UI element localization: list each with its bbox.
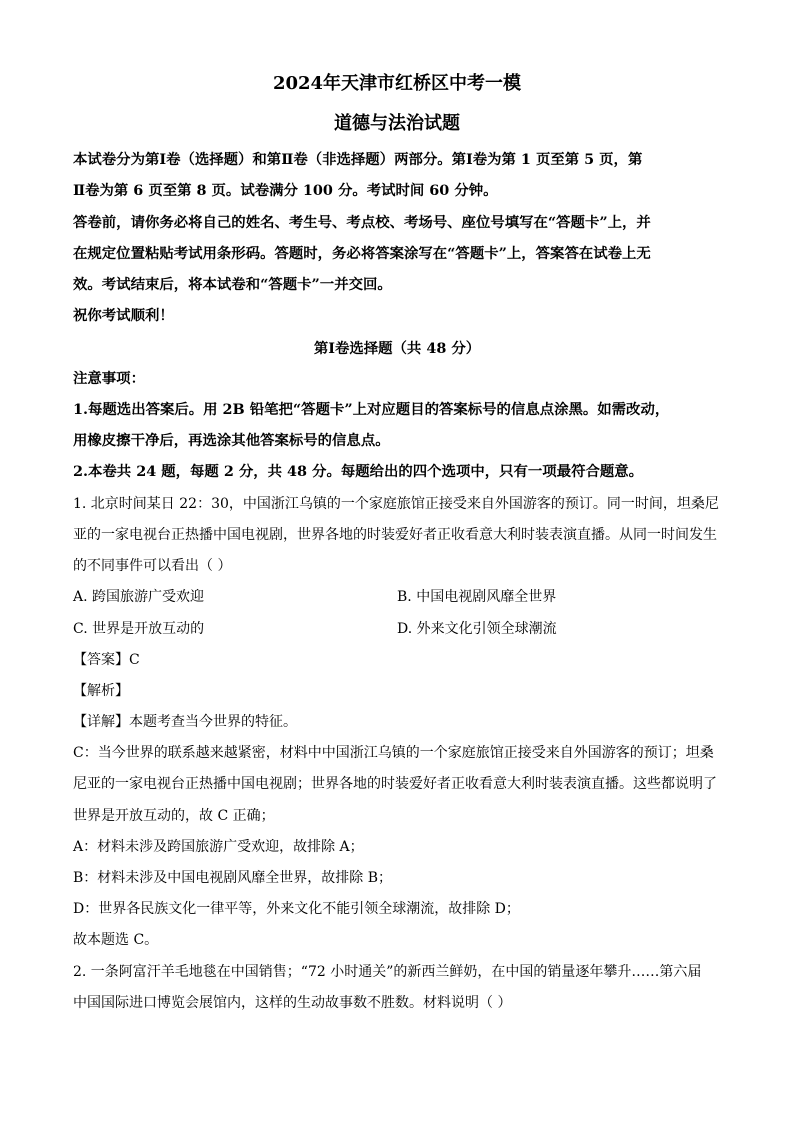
q1-detail-line: 世界是开放互动的，故 C 正确； — [73, 808, 275, 824]
q1-detail-line: A：材料未涉及跨国旅游广受欢迎，故排除 A； — [73, 839, 364, 855]
q2-stem-line: 2. 一条阿富汗羊毛地毯在中国销售；“72 小时通关”的新西兰鲜奶，在中国的销量逐年攀升……第六届 — [73, 964, 702, 980]
intro-line: 在规定位置粘贴考试用条形码。答题时，务必将答案涂写在“答题卡”上，答案答在试卷上无 — [73, 245, 651, 262]
note-line: 1.每题选出答案后。用 2B 铅笔把“答题卡”上对应题目的答案标号的信息点涂黑。如需改动， — [73, 401, 670, 418]
document-title: 2024年天津市红桥区中考一模 — [272, 73, 522, 94]
intro-line: 本试卷分为第Ⅰ卷（选择题）和第Ⅱ卷（非选择题）两部分。第Ⅰ卷为第 1 页至第 5 页，第 — [73, 151, 643, 168]
intro-line: 答卷前，请你务必将自己的姓名、考生号、考点校、考场号、座位号填写在“答题卡”上，并 — [73, 214, 651, 231]
intro-line: 祝你考试顺利！ — [73, 307, 174, 324]
note-line: 用橡皮擦干净后，再选涂其他答案标号的信息点。 — [73, 432, 390, 449]
intro-line: 效。考试结束后，将本试卷和“答题卡”一并交回。 — [73, 276, 392, 293]
q1-detail-line: 故本题选 C。 — [73, 932, 159, 948]
q1-analysis-label: 【解析】 — [73, 683, 129, 699]
q1-option-a: A. 跨国旅游广受欢迎 — [73, 589, 205, 605]
intro-line: Ⅱ卷为第 6 页至第 8 页。试卷满分 100 分。考试时间 60 分钟。 — [73, 182, 498, 199]
document-subtitle: 道德与法治试题 — [334, 113, 460, 134]
q1-answer: 【答案】C — [73, 652, 140, 668]
q1-option-c: C. 世界是开放互动的 — [73, 621, 205, 637]
notes-heading: 注意事项： — [73, 370, 145, 387]
q2-stem-line: 中国国际进口博览会展馆内，这样的生动故事数不胜数。材料说明（ ） — [73, 995, 512, 1011]
q1-detail-line: D：世界各民族文化一律平等，外来文化不能引领全球潮流，故排除 D； — [73, 901, 520, 917]
q1-stem-line: 亚的一家电视台正热播中国电视剧，世界各地的时装爱好者正收看意大利时装表演直播。从同一时间发生 — [73, 527, 717, 543]
q1-detail-line: C：当今世界的联系越来越紧密，材料中中国浙江乌镇的一个家庭旅馆正接受来自外国游客的预订；坦桑 — [73, 745, 714, 761]
q1-detail-line: 尼亚的一家电视台正热播中国电视剧；世界各地的时装爱好者正收看意大利时装表演直播。这些都说明了 — [73, 776, 717, 792]
section-title: 第Ⅰ卷选择题（共 48 分） — [313, 340, 481, 357]
q1-stem-line: 1. 北京时间某日 22：30，中国浙江乌镇的一个家庭旅馆正接受来自外国游客的预订。同一时间，坦桑尼 — [73, 496, 719, 512]
note-line: 2.本卷共 24 题，每题 2 分，共 48 分。每题给出的四个选项中，只有一项最符合题意。 — [73, 463, 644, 480]
q1-option-d: D. 外来文化引领全球潮流 — [397, 621, 557, 637]
q1-detail-line: B：材料未涉及中国电视剧风靡全世界，故排除 B； — [73, 870, 393, 886]
q1-stem-line: 的不同事件可以看出（ ） — [73, 558, 232, 574]
q1-option-b: B. 中国电视剧风靡全世界 — [397, 589, 557, 605]
q1-detail-line: 【详解】本题考查当今世界的特征。 — [73, 714, 297, 730]
